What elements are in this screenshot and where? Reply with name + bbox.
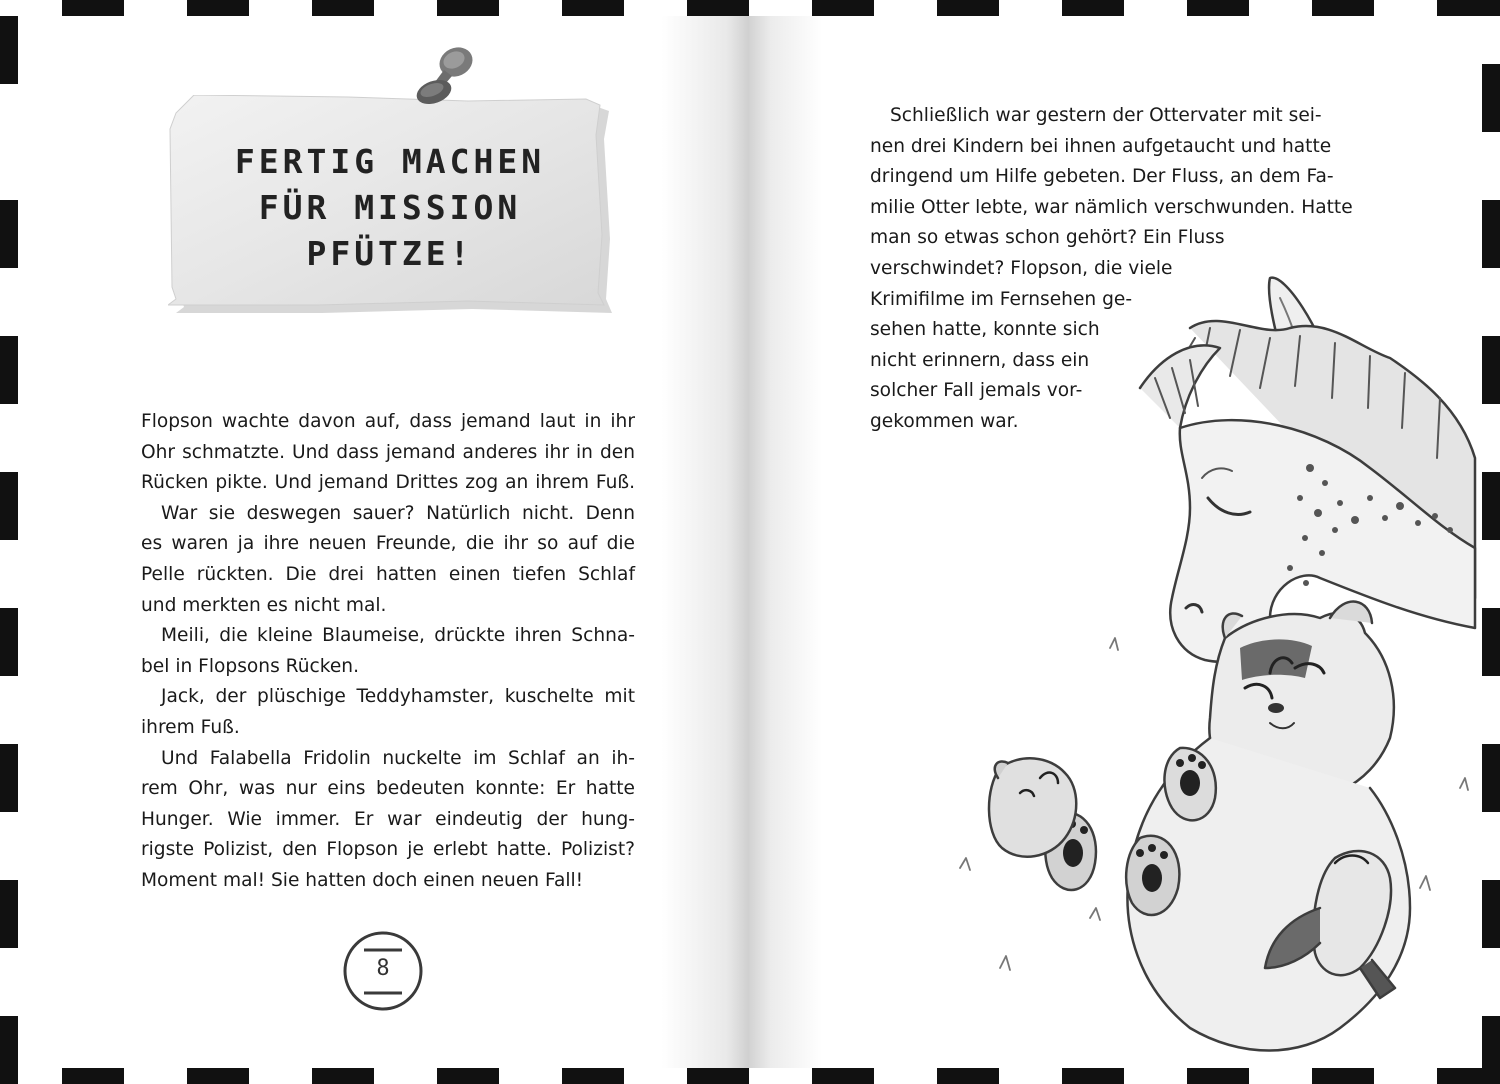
- text-line: gekommen war.: [870, 410, 1019, 432]
- text-line: dringend um Hilfe gebeten. Der Fluss, an dem Fa-: [870, 166, 1334, 188]
- text-line: Moment mal! Sie hatten doch einen neuen Fall!: [141, 869, 584, 891]
- text-line: nen drei Kindern bei ihnen aufgetaucht und hatte: [870, 135, 1332, 157]
- text-line: Jack, der plüschige Teddyhamster, kuschelte mit: [161, 686, 635, 708]
- text-line: nicht erinnern, dass ein: [870, 349, 1090, 371]
- left-page-body-text: [141, 407, 635, 897]
- text-line: Rücken pikte. Und jemand Drittes zog an ihrem Fuß.: [141, 472, 635, 494]
- pushpin-icon: [410, 40, 490, 120]
- chapter-title-line: FÜR MISSION: [258, 188, 522, 227]
- text-line: Krimifilme im Fernsehen ge-: [870, 288, 1133, 310]
- text-line: Ohr schmatzte. Und dass jemand anderes ihr in den: [141, 441, 635, 463]
- text-line: Und Falabella Fridolin nuckelte im Schlaf an ih-: [161, 747, 635, 769]
- text-line: Schließlich war gestern der Ottervater mit sei-: [890, 105, 1322, 126]
- text-line: milie Otter lebte, war nämlich verschwunden. Hatte: [870, 196, 1353, 218]
- text-line: man so etwas schon gehört? Ein Fluss: [870, 227, 1225, 249]
- page-number: 8: [376, 956, 390, 981]
- text-line: rem Ohr, was nur eins bedeuten konnte: Er hatte: [141, 778, 635, 800]
- text-line: Flopson wachte davon auf, dass jemand laut in ihr: [141, 411, 635, 432]
- chapter-title: [168, 139, 612, 277]
- chapter-title-line: FERTIG MACHEN: [234, 142, 546, 181]
- text-line: rigste Polizist, den Flopson je erlebt hatte. Polizist?: [141, 839, 635, 861]
- checkered-border-top: [0, 0, 1500, 16]
- sleeping-animals-illustration: [940, 268, 1480, 1068]
- checkered-border-right: [1482, 0, 1500, 1084]
- page-number-badge: [342, 930, 424, 1012]
- checkered-border-left: [0, 0, 18, 1084]
- text-line: Pelle rückten. Die drei hatten einen tiefen Schlaf: [141, 563, 635, 585]
- text-line: solcher Fall jemals vor-: [870, 380, 1083, 402]
- text-line: Hunger. Wie immer. Er war eindeutig der hung-: [141, 808, 635, 830]
- text-line: bel in Flopsons Rücken.: [141, 655, 359, 677]
- chapter-title-line: PFÜTZE!: [306, 234, 474, 273]
- text-line: ihrem Fuß.: [141, 716, 240, 738]
- checkered-border-bottom: [0, 1068, 1500, 1084]
- text-line: und merkten es nicht mal.: [141, 594, 387, 616]
- text-line: es waren ja ihre neuen Freunde, die ihr so auf die: [141, 533, 635, 555]
- text-line: sehen hatte, konnte sich: [870, 319, 1100, 341]
- text-line: Meili, die kleine Blaumeise, drückte ihren Schna-: [161, 625, 635, 647]
- chapter-title-note: [168, 95, 612, 313]
- text-line: War sie deswegen sauer? Natürlich nicht. Denn: [161, 502, 635, 524]
- text-line: verschwindet? Flopson, die viele: [870, 257, 1173, 279]
